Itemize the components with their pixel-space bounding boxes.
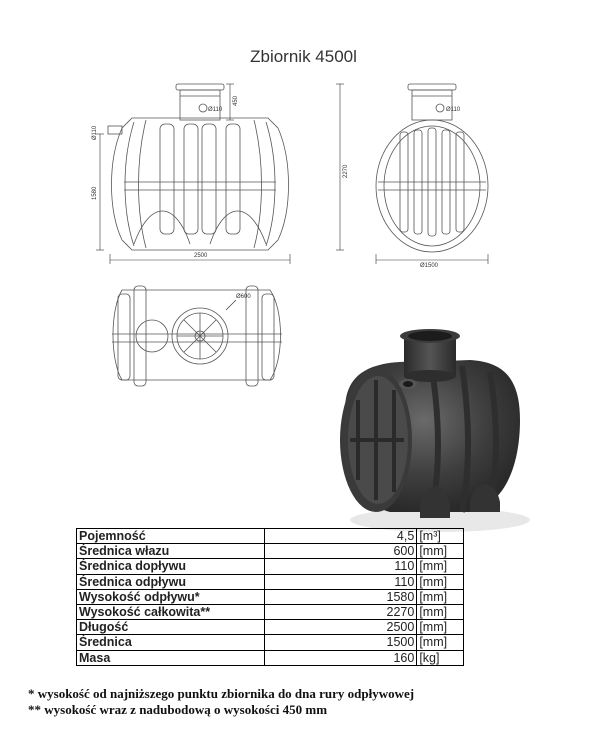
footnote-outlet-height: * wysokość od najniższego punktu zbiornika do dna rury odpływowej [28, 686, 415, 701]
spec-name: Pojemność [77, 529, 265, 544]
table-row [77, 589, 464, 604]
spec-name: Średnica dopływu [77, 559, 265, 574]
manhole-diameter-label: Ø600 [236, 294, 251, 300]
spec-table [76, 528, 464, 666]
spec-unit: [mm] [417, 635, 464, 650]
table-row [77, 604, 464, 619]
inlet-diameter-label: Ø110 [208, 107, 223, 113]
spec-value: 1580 [265, 589, 417, 604]
spec-name: Wysokość odpływu* [77, 589, 265, 604]
spec-value: 4,5 [265, 529, 417, 544]
top-view [112, 286, 282, 386]
page-title: Zbiornik 4500l [250, 47, 357, 66]
inlet-diameter-side-label: Ø110 [92, 125, 98, 140]
spec-unit: [mm] [417, 559, 464, 574]
table-row [77, 574, 464, 589]
diameter-label: Ø1500 [420, 263, 439, 269]
spec-name: Średnica odpływu [77, 574, 265, 589]
spec-value: 2270 [265, 604, 417, 619]
spec-value: 2500 [265, 620, 417, 635]
spec-value: 110 [265, 574, 417, 589]
spec-unit: [mm] [417, 574, 464, 589]
outlet-height-label: 1580 [92, 186, 98, 200]
spec-unit: [mm] [417, 620, 464, 635]
end-view-inlet-label: Ø110 [446, 107, 461, 113]
end-view [376, 84, 488, 264]
length-label: 2500 [194, 253, 208, 259]
table-row [77, 635, 464, 650]
spec-value: 160 [265, 650, 417, 665]
spec-unit: [m³] [417, 529, 464, 544]
spec-name: Wysokość całkowita** [77, 604, 265, 619]
spec-name: Masa [77, 650, 265, 665]
footnote-total-height: ** wysokość wraz z nadubodową o wysokości 450 mm [28, 702, 328, 717]
table-row [77, 620, 464, 635]
table-row [77, 559, 464, 574]
spec-name: Długość [77, 620, 265, 635]
spec-name: Średnica włazu [77, 544, 265, 559]
spec-unit: [mm] [417, 589, 464, 604]
table-row [77, 544, 464, 559]
spec-name: Średnica [77, 635, 265, 650]
spec-unit: [mm] [417, 604, 464, 619]
spec-unit: [mm] [417, 544, 464, 559]
spec-value: 110 [265, 559, 417, 574]
neck-height-label: 450 [233, 95, 239, 106]
table-row [77, 650, 464, 665]
table-row [77, 529, 464, 544]
tank-3d-render [340, 329, 530, 532]
spec-unit: [kg] [417, 650, 464, 665]
spec-value: 1500 [265, 635, 417, 650]
footnotes [28, 686, 414, 718]
total-height-label: 2270 [343, 164, 349, 178]
spec-value: 600 [265, 544, 417, 559]
